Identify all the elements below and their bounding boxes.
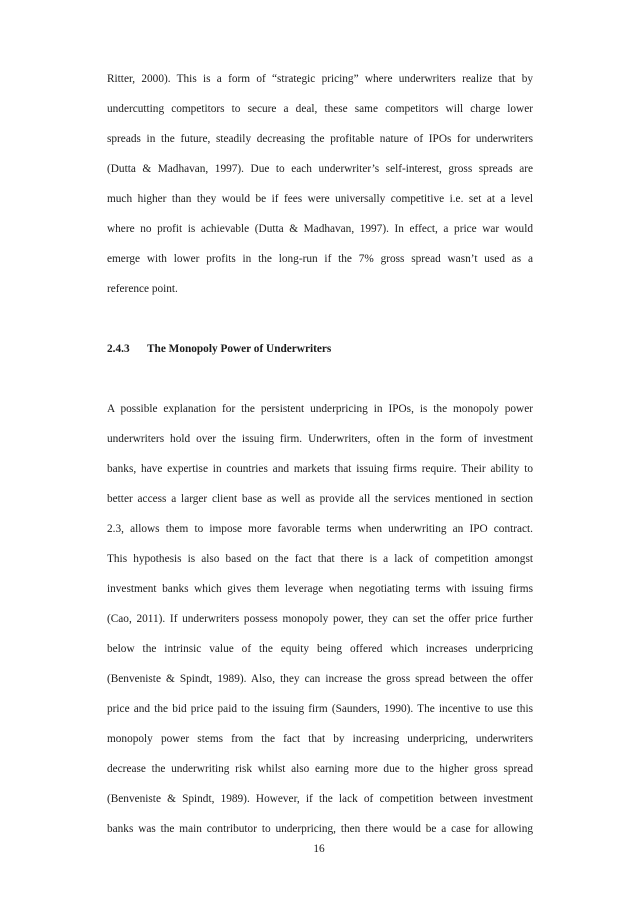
text-line: (Dutta & Madhavan, 1997). Due to each underwriter’s self-interest, gross spreads are bbox=[107, 163, 533, 175]
section-heading bbox=[107, 334, 533, 364]
text-line: better access a larger client base as well as provide all the services mentioned in section bbox=[107, 493, 533, 505]
text-line: (Benveniste & Spindt, 1989). Also, they can increase the gross spread between the offer bbox=[107, 673, 533, 685]
text-line: (Benveniste & Spindt, 1989). However, if the lack of competition between investment bbox=[107, 793, 533, 805]
text-line: decrease the underwriting risk whilst also earning more due to the higher gross spread bbox=[107, 763, 533, 775]
text-line: This hypothesis is also based on the fact that there is a lack of competition amongst bbox=[107, 553, 533, 565]
text-line: below the intrinsic value of the equity being offered which increases underpricing bbox=[107, 643, 533, 655]
spacer bbox=[107, 304, 533, 334]
text-line: A possible explanation for the persistent underpricing in IPOs, is the monopoly power bbox=[107, 403, 533, 415]
text-line: monopoly power stems from the fact that by increasing underpricing, underwriters bbox=[107, 733, 533, 745]
page-number: 16 bbox=[313, 843, 325, 855]
text-line: (Cao, 2011). If underwriters possess monopoly power, they can set the offer price further bbox=[107, 613, 533, 625]
text-line: spreads in the future, steadily decreasing the profitable nature of IPOs for underwriters bbox=[107, 133, 533, 145]
text-line: banks, have expertise in countries and markets that issuing firms require. Their ability to bbox=[107, 463, 533, 475]
section-number: 2.4.3 bbox=[107, 343, 130, 355]
paragraph-strategic-pricing bbox=[107, 64, 533, 304]
spacer bbox=[107, 364, 533, 394]
text-line: reference point. bbox=[107, 283, 178, 295]
text-line: where no profit is achievable (Dutta & Madhavan, 1997). In effect, a price war would bbox=[107, 223, 533, 235]
section-title: The Monopoly Power of Underwriters bbox=[147, 343, 332, 355]
text-line: 2.3, allows them to impose more favorable terms when underwriting an IPO contract. bbox=[107, 523, 533, 535]
text-line: price and the bid price paid to the issuing firm (Saunders, 1990). The incentive to use this bbox=[107, 703, 533, 715]
paragraph-monopoly-power bbox=[107, 394, 533, 844]
text-line: underwriters hold over the issuing firm. Underwriters, often in the form of investment bbox=[107, 433, 533, 445]
text-line: undercutting competitors to secure a deal, these same competitors will charge lower bbox=[107, 103, 533, 115]
text-line: banks was the main contributor to underpricing, then there would be a case for allowing bbox=[107, 823, 533, 835]
text-line: Ritter, 2000). This is a form of “strategic pricing” where underwriters realize that by bbox=[107, 73, 533, 85]
text-line: emerge with lower profits in the long-run if the 7% gross spread wasn’t used as a bbox=[107, 253, 533, 265]
text-line: much higher than they would be if fees were universally competitive i.e. set at a level bbox=[107, 193, 533, 205]
text-line: investment banks which gives them leverage when negotiating terms with issuing firms bbox=[107, 583, 533, 595]
page-body bbox=[107, 64, 533, 844]
